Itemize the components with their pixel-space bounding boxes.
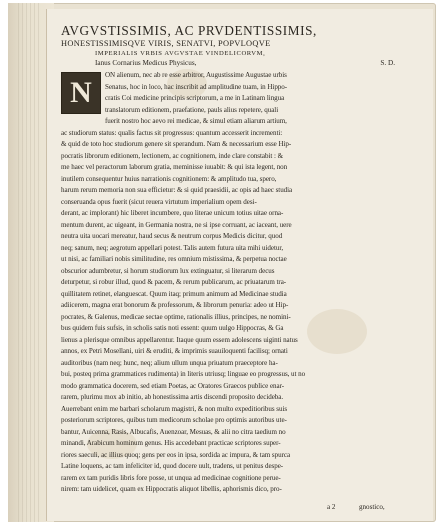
text-block	[61, 23, 405, 496]
body-line: bui, posteq prima grammatices rudimenta) in literis utriusq; linguae eo progressus, ut no	[61, 370, 306, 378]
book	[8, 3, 436, 522]
body-line: modo grammatica docerem, sed etiam Poetas, ac Oratores Graecos publice enar-	[61, 381, 285, 390]
body-line: conseruanda opus fuerit (sicut reuera virtutum imperialium opem desi-	[61, 197, 257, 206]
body-line: derant, ac implorant) hic liberet incumbere, quo literae unicum totius uitae orna-	[61, 209, 284, 217]
body-line: neutra uita uocari mereatur, haud secus & neutrum corpus Medicis dicitur, quod	[61, 232, 283, 240]
dedication-title-line-2: HONESTISSIMISQVE VIRIS, SENATVI, POPVLOQVE	[61, 39, 271, 48]
body-line: harum rerum memoria non sua efficietur: & si quid praesidii, ac opis ad haec studia	[61, 186, 293, 194]
page-edges	[18, 3, 40, 522]
decorated-initial	[61, 72, 101, 114]
body-line: ac studiorum status: qualis factus sit progressus: quantum accesserit incrementi:	[61, 128, 283, 137]
body-line: pocrates, & Galenus, medicae sectae optime, rationalis illius, principes, ne nomini-	[61, 312, 291, 321]
body-line: ut nisi, ac familiari nobis similitudine, res omnium mistissima, & perpetua noctae	[61, 255, 287, 263]
dedication-title-line-4	[61, 58, 395, 68]
body-line: adiicerem, magna erat bonorum & professorum, & librorum penuria: adeo ut Hip-	[61, 301, 289, 309]
book-page	[46, 9, 433, 521]
dedication-title-line-3: IMPERIALIS VRBIS AVGVSTAE VINDELICORVM,	[95, 50, 266, 57]
signature-mark: a 2	[327, 503, 336, 511]
body-line: & quid de toto hoc studiorum genere sit sperandum. Nam & necessarium esse Hip-	[61, 140, 292, 148]
body-line: mentum durent, ac uigeant, in Germania nostra, ne si ipse corruant, ac iaceant, uere	[61, 220, 292, 229]
body-line: rarem ex tam puridis libris fore posse, ut unqua ad medicinae cognitione perue-	[61, 473, 281, 482]
catchword: gnostico,	[359, 503, 385, 511]
body-line: Senatus, hoc in loco, hac inscribit ad amplitudine tuam, in Hippo-	[105, 82, 288, 91]
body-line: quillitatem retinet, elanguescat. Quum itaq; primum animum ad Medicinae studia	[61, 289, 287, 298]
body-line: Latine loquens, ac tam infeliciter id, quod docere uult, tradens, ut penitus despe-	[61, 462, 284, 470]
body-line: deturpetur, si robur illud, quod & pacem, & rerum publicarum, ac priuatarum tra-	[61, 278, 287, 286]
body-line: auditoribus (nam neq; hunc, neq; alium ullum unqua priuatum praeceptore ha-	[61, 358, 278, 367]
body-text	[61, 70, 405, 496]
body-line: fuerit nostro hoc aevo rei medicae, & simul etiam aliarum artium,	[105, 117, 287, 125]
body-line: bantur, Auicenna, Rasis, Albucafis, Auenzoar, Mesuas, & alii no citra taedium no	[61, 427, 286, 436]
body-line: inutilem consequentur huius narrationis cognitionem: & amplitudo tua, spero,	[61, 174, 277, 183]
initial-letter: N	[70, 76, 92, 109]
body-line: annos, ex Petri Mosellani, uiri & eruditi, & imprimis suauiloquenti facilisq; ornati	[61, 347, 288, 355]
body-line: ON alienum, nec ab re esse arbitror, Augustissime Augustae urbis	[105, 71, 287, 79]
body-line: lienus a plerisque omnibus appellarentur. Itaque quum essem adolescens uiginti natus	[61, 335, 298, 344]
body-line: riores saeculi, ac illius quoq; gens per eos in ipsa, sordida ac impura, & tam spurca	[61, 450, 291, 459]
body-line: pocratis librorum editionem, lectionem, ac cognitionem, inde clare constabit : &	[61, 151, 284, 160]
body-line: nirem: tam uidelicet, quam ex Hippocratis aliquot libellis, aphorismis dico, pro-	[61, 485, 282, 493]
body-line: me haec vel peractorum laborum gratia, meminisse iuuabit: & qui ista legent, non	[61, 163, 288, 171]
body-line: minandi, Arabicum hominum genus. His accedebant practicae scriptores super-	[61, 439, 281, 447]
body-line: rarem, plurimu mox ab initio, ab honestissima artis discendi proposito decideba.	[61, 393, 284, 401]
body-line: translatorum editionem, praefatione, pauls alius repetere, quali	[105, 105, 279, 114]
body-line: cratis Coi medicine principis scriptorum, a me in Latinam lingua	[105, 94, 285, 102]
author-line: Ianus Cornarius Medicus Physicus,	[95, 59, 197, 67]
body-line: neq; sanum, neq; aegrotum appellari potest. Talis autem futura uita mihi uidetur,	[61, 243, 284, 252]
salutation: S. D.	[380, 59, 395, 67]
body-line: obscurior adumbretur, si horum studiorum lux extinguatur, si literarum decus	[61, 266, 275, 275]
body-line: Auerrebant enim me barbari scholarum magistri, & non multo expeditioribus suis	[61, 404, 288, 413]
body-line: bus quidem fuis sufsis, in scholis satis noti essent: quum uulgo Hippocras, & Ga	[61, 324, 284, 332]
body-line: posteriorum scriptores, quibus tum medicorum scholae pro optimis autoribus ute-	[61, 416, 287, 424]
dedication-title-line-1: AVGVSTISSIMIS, AC PRVDENTISSIMIS,	[61, 23, 317, 38]
